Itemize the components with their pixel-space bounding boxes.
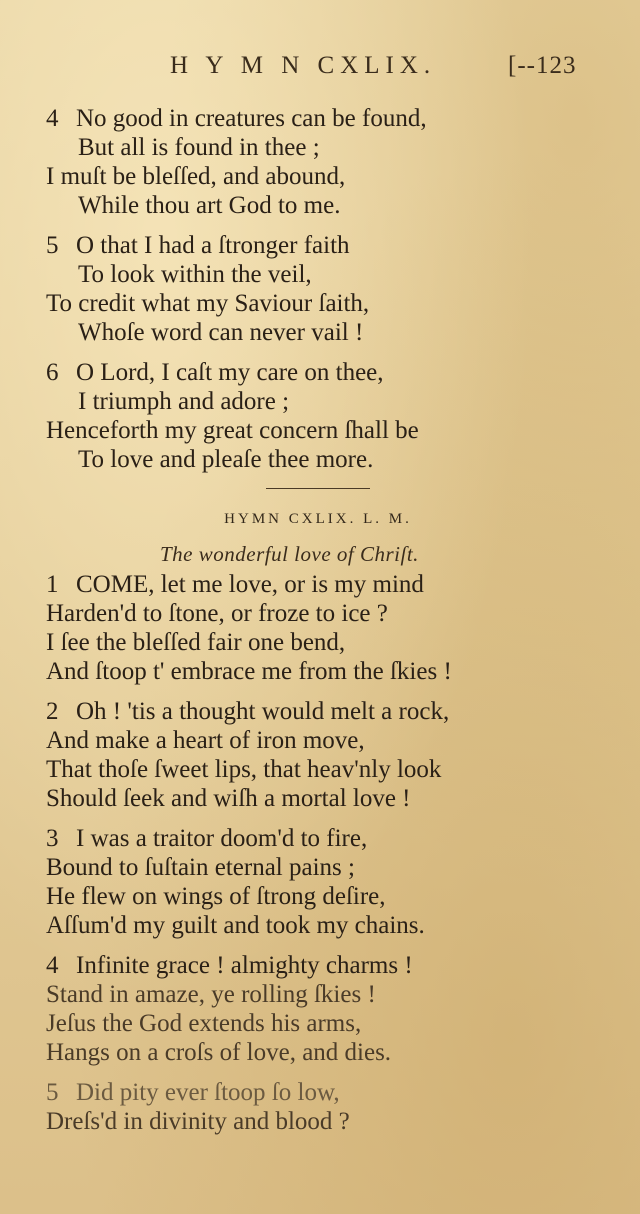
- verse-line: To love and pleaſe thee more.: [78, 446, 374, 473]
- stanza-number: 2: [46, 698, 59, 725]
- verse-line: While thou art God to me.: [78, 192, 341, 219]
- stanza: [46, 824, 616, 940]
- stanza-number: 4: [46, 952, 59, 979]
- verse-line: Dreſs'd in divinity and blood ?: [46, 1108, 350, 1135]
- stanza: [46, 1078, 616, 1136]
- running-head: [0, 52, 640, 82]
- verse-line: To look within the veil,: [78, 261, 312, 288]
- verse-line: 4 Infinite grace ! almighty charms !: [46, 952, 413, 979]
- stanza-number: 1: [46, 571, 59, 598]
- verse-line: Bound to ſuſtain eternal pains ;: [46, 854, 355, 881]
- stanza: [46, 231, 606, 347]
- stanza: [46, 951, 616, 1067]
- verse-line: I ſee the bleſſed fair one bend,: [46, 629, 346, 656]
- verse-line: And ſtoop t' embrace me from the ſkies !: [46, 658, 452, 685]
- stanza-number: 4: [46, 105, 59, 132]
- stanza: [46, 570, 616, 686]
- stanza-number: 5: [46, 1079, 59, 1106]
- verse-line: To credit what my Saviour ſaith,: [46, 290, 370, 317]
- stanza: [46, 104, 606, 220]
- verse-line: Whoſe word can never vail !: [78, 319, 364, 346]
- verse-line: 2 Oh ! 'tis a thought would melt a rock,: [46, 698, 450, 725]
- hymn-148-continued: [46, 104, 606, 485]
- verse-line: Jeſus the God extends his arms,: [46, 1010, 362, 1037]
- verse-line: But all is found in thee ;: [78, 134, 320, 161]
- stanza-number: 3: [46, 825, 59, 852]
- hymn-subtitle: The wonderful love of Chriſt.: [160, 542, 419, 566]
- verse-line: I muſt be bleſſed, and abound,: [46, 163, 346, 190]
- page-number: [--123: [508, 52, 577, 79]
- verse-line: I triumph and adore ;: [78, 388, 290, 415]
- verse-line: 4 No good in creatures can be found,: [46, 105, 427, 132]
- verse-line: 6 O Lord, I caſt my care on thee,: [46, 359, 384, 386]
- stanza-number: 5: [46, 232, 59, 259]
- verse-line: And make a heart of iron move,: [46, 727, 365, 754]
- verse-line: 5 Did pity ever ſtoop ſo low,: [46, 1079, 340, 1106]
- verse-line: That thoſe ſweet lips, that heav'nly look: [46, 756, 442, 783]
- stanza-number: 6: [46, 359, 59, 386]
- verse-line: Stand in amaze, ye rolling ſkies !: [46, 981, 376, 1008]
- verse-line: Hangs on a croſs of love, and dies.: [46, 1039, 392, 1066]
- verse-line: Should ſeek and wiſh a mortal love !: [46, 785, 411, 812]
- stanza: [46, 358, 606, 474]
- verse-line: Harden'd to ſtone, or froze to ice ?: [46, 600, 388, 627]
- section-divider: [266, 488, 370, 489]
- running-head-title: H Y M N CXLIX.: [170, 52, 437, 79]
- verse-line: 5 O that I had a ſtronger faith: [46, 232, 350, 259]
- hymn-149: [46, 570, 616, 1147]
- hymn-heading: HYMN CXLIX. L. M.: [224, 511, 412, 527]
- stanza: [46, 697, 616, 813]
- verse-line: 3 I was a traitor doom'd to fire,: [46, 825, 368, 852]
- verse-line: 1 COME, let me love, or is my mind: [46, 571, 424, 598]
- verse-line: He flew on wings of ſtrong deſire,: [46, 883, 386, 910]
- verse-line: Henceforth my great concern ſhall be: [46, 417, 419, 444]
- verse-line: Aſſum'd my guilt and took my chains.: [46, 912, 425, 939]
